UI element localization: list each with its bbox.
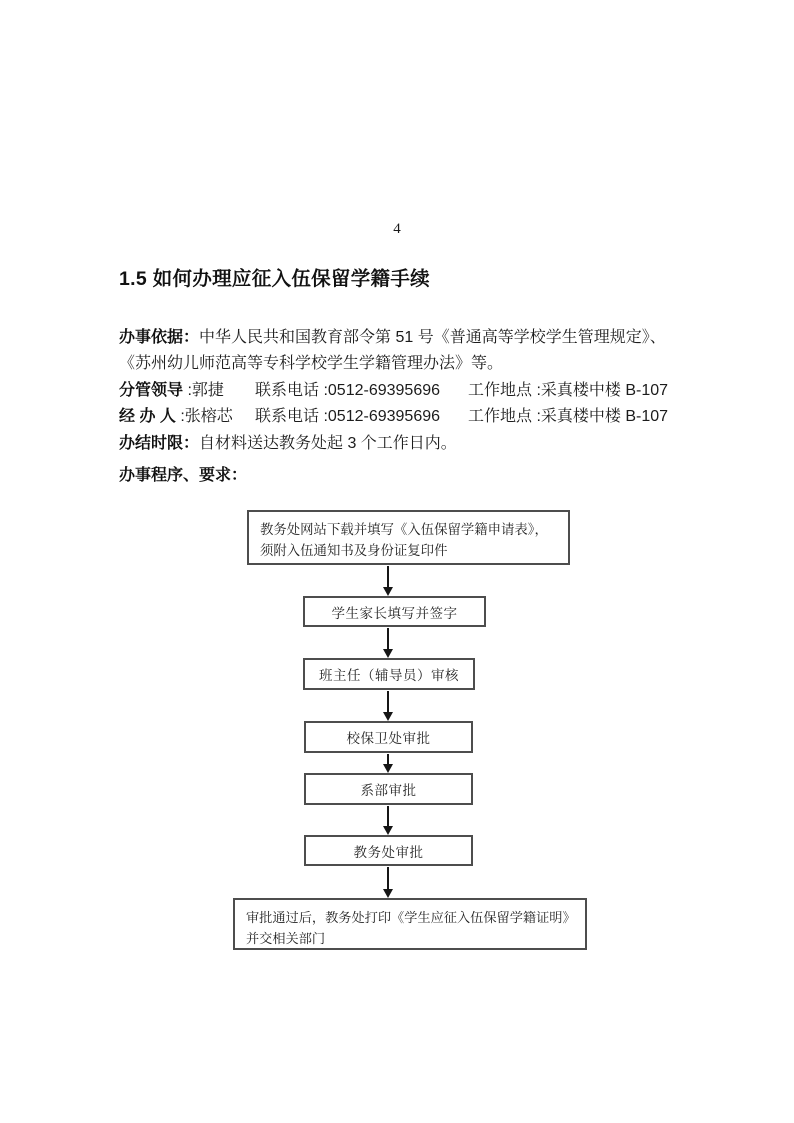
- leader-phone: [255, 382, 440, 400]
- flow-step-text: 并交相关部门: [246, 931, 326, 946]
- flow-step-security-office-approval: [304, 721, 473, 753]
- phone-value: :0512-69395696: [319, 382, 441, 399]
- leader-place: [468, 382, 668, 400]
- contact-row-leader: [119, 382, 719, 402]
- flow-step-text: 审批通过后，教务处打印《学生应征入伍保留学籍证明》: [246, 910, 576, 925]
- flow-step-department-approval: [304, 773, 473, 805]
- arrow-down-icon: [383, 587, 393, 596]
- place-value: :采真楼中楼 B-107: [532, 408, 669, 425]
- deadline-line: [119, 435, 457, 453]
- page-number: 4: [393, 221, 401, 237]
- arrow-line: [387, 691, 389, 712]
- deadline-label: 办结时限：: [119, 435, 200, 452]
- arrow-down-icon: [383, 649, 393, 658]
- phone-value: :0512-69395696: [319, 408, 441, 425]
- handler-role: [119, 408, 233, 426]
- arrow-line: [387, 754, 389, 764]
- flow-step-parent-sign: [303, 596, 486, 627]
- arrow-line: [387, 806, 389, 826]
- handler-role-label: 经 办 人: [119, 408, 176, 425]
- flow-arrow-5: [383, 806, 393, 835]
- leader-role-label: 分管领导: [119, 382, 184, 399]
- procedure-heading: [119, 467, 247, 485]
- handler-name: :张榕芯: [175, 408, 233, 425]
- flow-step-download-form: [247, 510, 570, 565]
- arrow-line: [387, 628, 389, 649]
- flow-step-text: 须附入伍通知书及身份证复印件: [260, 543, 448, 558]
- basis-text-2: 《苏州幼儿师范高等专科学校学生学籍管理办法》等。: [119, 355, 504, 372]
- arrow-down-icon: [383, 826, 393, 835]
- place-label: 工作地点: [468, 408, 533, 425]
- flow-step-head-teacher-review: [303, 658, 475, 690]
- flow-step-print-certificate: [233, 898, 587, 950]
- flow-step-text: 学生家长填写并签字: [331, 605, 458, 621]
- leader-name: :郭捷: [183, 382, 224, 399]
- handler-place: [468, 408, 668, 426]
- flow-arrow-6: [383, 867, 393, 898]
- basis-text: 中华人民共和国教育部令第 51 号《普通高等学校学生管理规定》、: [199, 329, 666, 346]
- leader-role: [119, 382, 224, 400]
- flow-step-text: 教务处网站下载并填写《入伍保留学籍申请表》，: [260, 522, 548, 537]
- arrow-down-icon: [383, 764, 393, 773]
- flow-arrow-4: [383, 754, 393, 773]
- flow-arrow-1: [383, 566, 393, 596]
- basis-line-1: [119, 329, 666, 347]
- phone-label: 联系电话: [255, 408, 320, 425]
- arrow-down-icon: [383, 712, 393, 721]
- phone-label: 联系电话: [255, 382, 320, 399]
- flow-arrow-2: [383, 628, 393, 658]
- flow-step-text: 系部审批: [360, 783, 417, 798]
- flow-step-text: 校保卫处审批: [346, 731, 431, 746]
- arrow-down-icon: [383, 889, 393, 898]
- basis-line-2: [119, 355, 503, 373]
- flow-arrow-3: [383, 691, 393, 721]
- place-value: :采真楼中楼 B-107: [532, 382, 669, 399]
- flow-step-text: 班主任（辅导员）审核: [319, 668, 459, 683]
- flow-step-text: 教务处审批: [353, 844, 424, 860]
- section-heading: 1.5 如何办理应征入伍保留学籍手续: [119, 268, 430, 290]
- arrow-line: [387, 566, 389, 587]
- procedure-label: 办事程序、要求：: [119, 467, 248, 484]
- basis-label: 办事依据：: [119, 329, 200, 346]
- arrow-line: [387, 867, 389, 889]
- place-label: 工作地点: [468, 382, 533, 399]
- handler-phone: [255, 408, 440, 426]
- deadline-text: 自材料送达教务处起 3 个工作日内。: [199, 435, 457, 452]
- contact-row-handler: [119, 408, 719, 428]
- flow-step-academic-affairs-approval: [304, 835, 473, 866]
